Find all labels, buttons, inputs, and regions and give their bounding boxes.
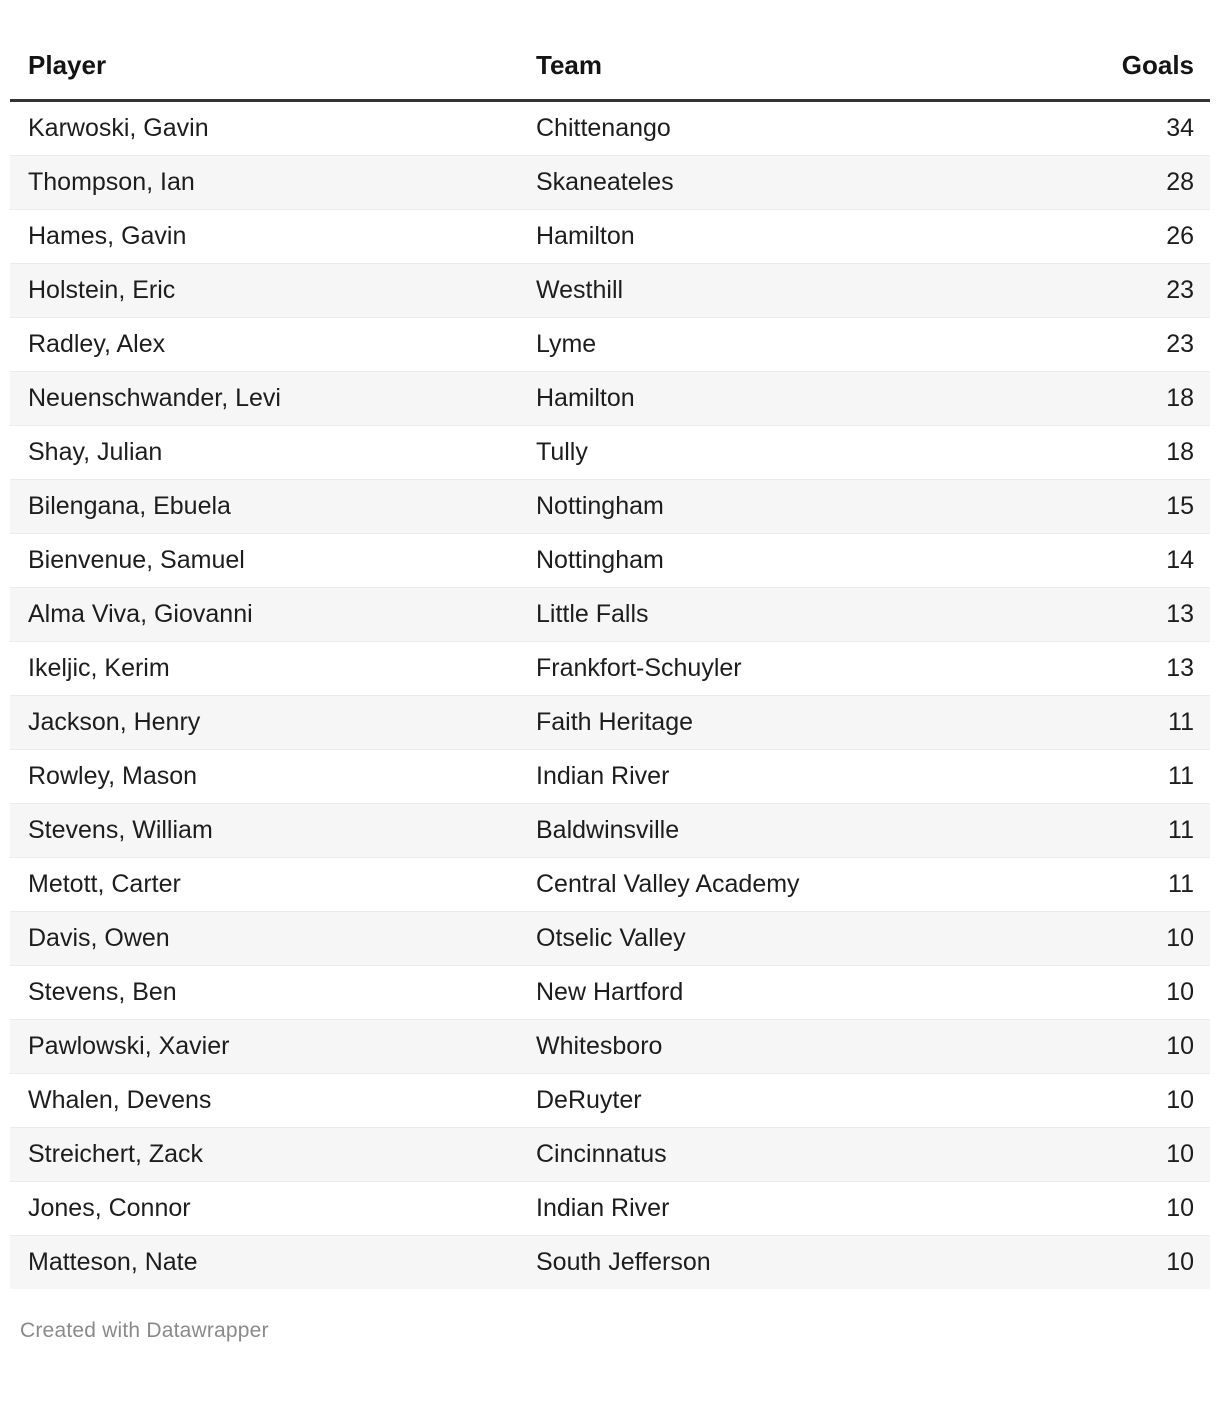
table-row xyxy=(10,642,1210,696)
column-header-goals: Goals xyxy=(1090,44,1210,101)
cell-team: Skaneateles xyxy=(518,156,1090,210)
cell-team: Nottingham xyxy=(518,480,1090,534)
cell-player: Metott, Carter xyxy=(10,858,518,912)
cell-team: Indian River xyxy=(518,750,1090,804)
cell-player: Hames, Gavin xyxy=(10,210,518,264)
cell-goals: 28 xyxy=(1090,156,1210,210)
cell-goals: 18 xyxy=(1090,372,1210,426)
cell-team: Little Falls xyxy=(518,588,1090,642)
cell-goals: 11 xyxy=(1090,750,1210,804)
cell-goals: 10 xyxy=(1090,912,1210,966)
table-row xyxy=(10,534,1210,588)
cell-player: Stevens, Ben xyxy=(10,966,518,1020)
cell-player: Rowley, Mason xyxy=(10,750,518,804)
cell-player: Karwoski, Gavin xyxy=(28,114,209,142)
cell-team: Westhill xyxy=(518,264,1090,318)
table-row xyxy=(10,588,1210,642)
cell-goals: 34 xyxy=(1166,114,1194,142)
cell-player: Pawlowski, Xavier xyxy=(10,1020,518,1074)
cell-team: Frankfort-Schuyler xyxy=(518,642,1090,696)
cell-player: Neuenschwander, Levi xyxy=(10,372,518,426)
cell-team: Otselic Valley xyxy=(518,912,1090,966)
table-row xyxy=(10,1236,1210,1290)
cell-goals: 15 xyxy=(1090,480,1210,534)
cell-goals: 23 xyxy=(1090,318,1210,372)
table-row xyxy=(10,101,1210,156)
table-row xyxy=(10,804,1210,858)
cell-player: Whalen, Devens xyxy=(10,1074,518,1128)
cell-goals: 14 xyxy=(1090,534,1210,588)
cell-player: Radley, Alex xyxy=(10,318,518,372)
table-row xyxy=(10,912,1210,966)
cell-goals: 26 xyxy=(1090,210,1210,264)
table-row xyxy=(10,372,1210,426)
cell-player: Alma Viva, Giovanni xyxy=(10,588,518,642)
cell-goals: 10 xyxy=(1090,1236,1210,1290)
cell-player: Holstein, Eric xyxy=(10,264,518,318)
cell-team: Whitesboro xyxy=(518,1020,1090,1074)
cell-goals: 10 xyxy=(1090,1074,1210,1128)
cell-goals: 10 xyxy=(1090,1128,1210,1182)
cell-goals: 11 xyxy=(1090,696,1210,750)
table-row xyxy=(10,426,1210,480)
table-row xyxy=(10,156,1210,210)
datawrapper-table-chart xyxy=(0,44,1220,1343)
table-row xyxy=(10,750,1210,804)
table-row xyxy=(10,1020,1210,1074)
table-row xyxy=(10,1128,1210,1182)
table-row xyxy=(10,480,1210,534)
cell-goals: 18 xyxy=(1090,426,1210,480)
table-header-row xyxy=(10,44,1210,101)
goals-leaderboard-table xyxy=(10,44,1210,1289)
cell-goals: 11 xyxy=(1090,804,1210,858)
column-header-team: Team xyxy=(518,44,1090,101)
cell-player: Davis, Owen xyxy=(10,912,518,966)
table-row xyxy=(10,1182,1210,1236)
cell-player: Ikeljic, Kerim xyxy=(10,642,518,696)
cell-player: Stevens, William xyxy=(10,804,518,858)
cell-goals: 10 xyxy=(1090,1182,1210,1236)
cell-goals: 13 xyxy=(1090,588,1210,642)
cell-player: Jackson, Henry xyxy=(10,696,518,750)
cell-team: Hamilton xyxy=(518,372,1090,426)
table-row xyxy=(10,1074,1210,1128)
datawrapper-attribution-link[interactable]: Created with Datawrapper xyxy=(20,1319,269,1342)
cell-player: Bilengana, Ebuela xyxy=(10,480,518,534)
cell-team: South Jefferson xyxy=(518,1236,1090,1290)
cell-goals: 11 xyxy=(1090,858,1210,912)
cell-team: DeRuyter xyxy=(518,1074,1090,1128)
cell-goals: 10 xyxy=(1090,1020,1210,1074)
cell-team: Central Valley Academy xyxy=(518,858,1090,912)
table-row xyxy=(10,318,1210,372)
cell-team: Faith Heritage xyxy=(518,696,1090,750)
cell-player: Bienvenue, Samuel xyxy=(10,534,518,588)
table-row xyxy=(10,966,1210,1020)
cell-goals: 13 xyxy=(1090,642,1210,696)
cell-team: Cincinnatus xyxy=(518,1128,1090,1182)
cell-player: Streichert, Zack xyxy=(10,1128,518,1182)
cell-goals: 10 xyxy=(1090,966,1210,1020)
cell-player: Jones, Connor xyxy=(10,1182,518,1236)
cell-player: Shay, Julian xyxy=(10,426,518,480)
cell-goals: 23 xyxy=(1090,264,1210,318)
table-row xyxy=(10,696,1210,750)
cell-team: Indian River xyxy=(518,1182,1090,1236)
cell-team: Tully xyxy=(518,426,1090,480)
table-row xyxy=(10,858,1210,912)
cell-player: Matteson, Nate xyxy=(10,1236,518,1290)
cell-team: Nottingham xyxy=(518,534,1090,588)
cell-team: Chittenango xyxy=(536,114,671,142)
table-row xyxy=(10,210,1210,264)
cell-team: New Hartford xyxy=(518,966,1090,1020)
cell-team: Baldwinsville xyxy=(518,804,1090,858)
cell-team: Hamilton xyxy=(518,210,1090,264)
cell-player: Thompson, Ian xyxy=(10,156,518,210)
column-header-player: Player xyxy=(10,44,518,101)
table-row xyxy=(10,264,1210,318)
cell-team: Lyme xyxy=(518,318,1090,372)
